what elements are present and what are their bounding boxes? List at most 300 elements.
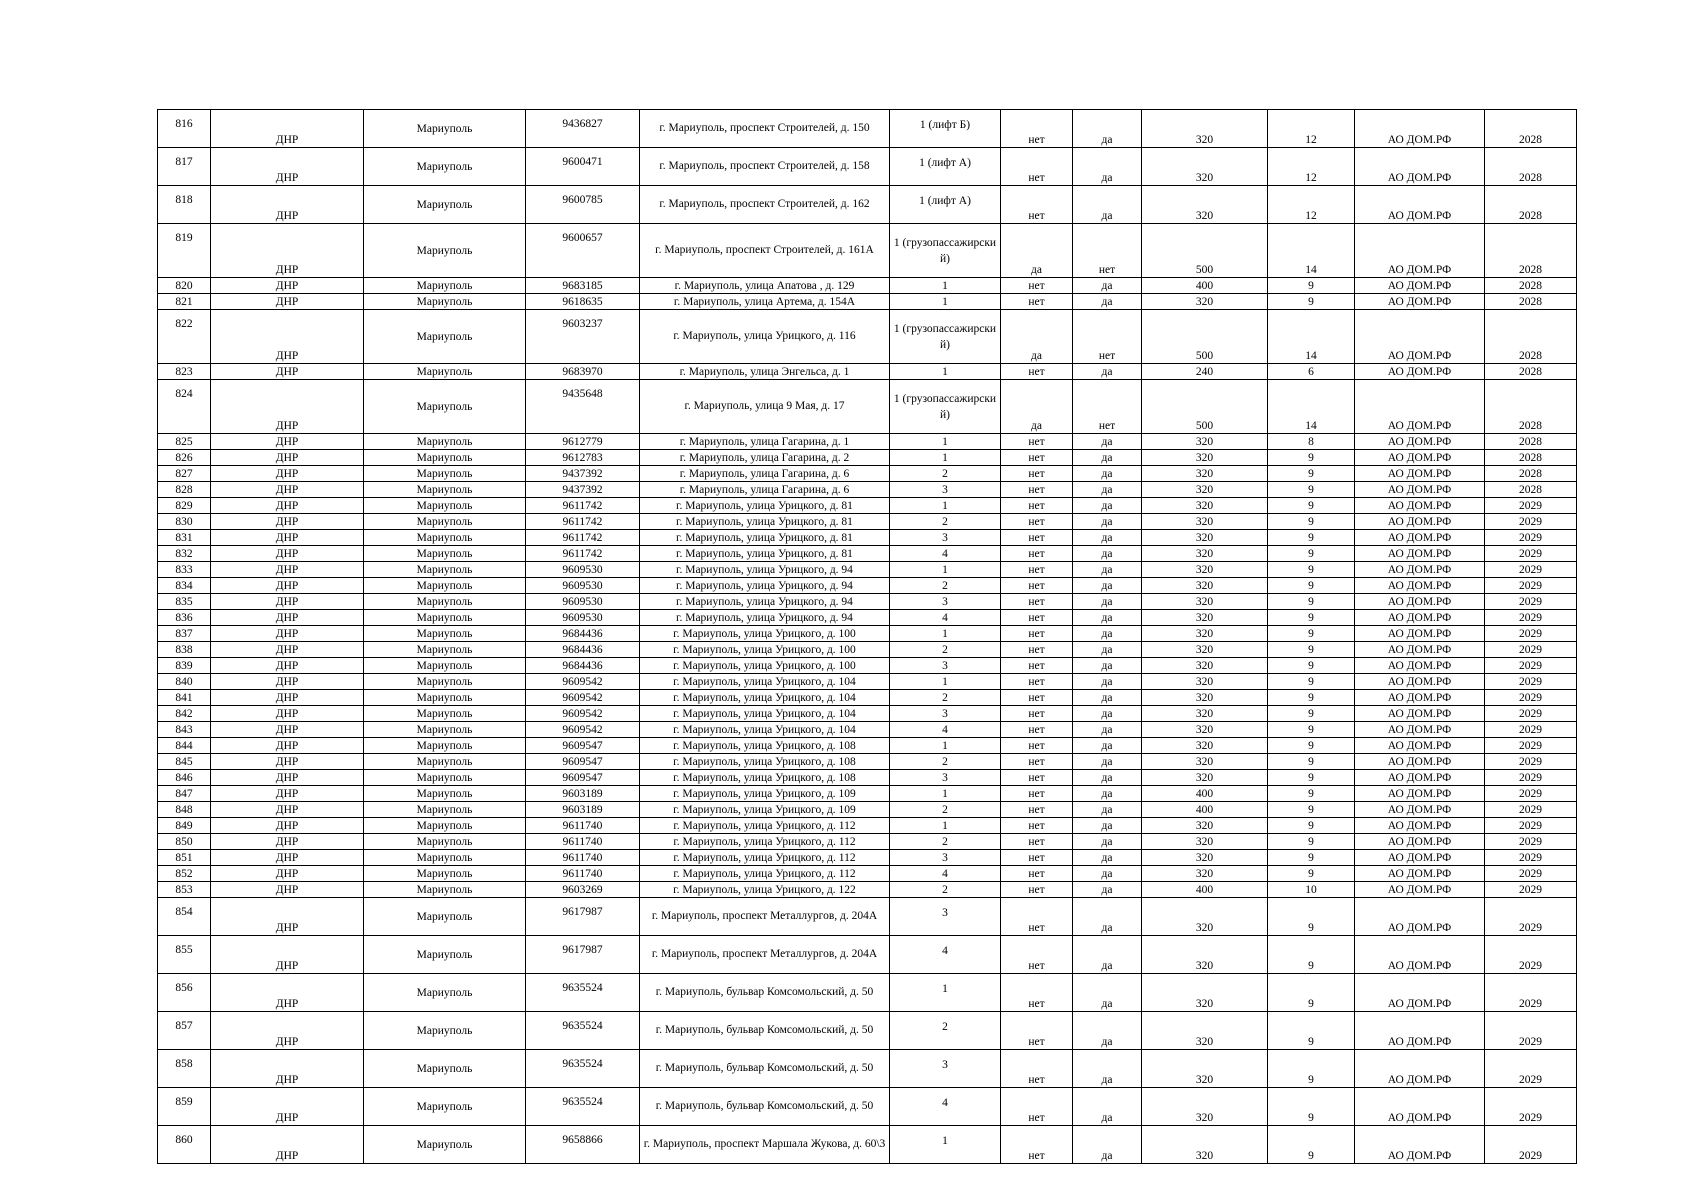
cell-floors: 9 (1268, 754, 1355, 770)
cell-region: ДНР (211, 450, 364, 466)
cell-address: г. Мариуполь, улица Урицкого, д. 94 (640, 578, 890, 594)
cell-address: г. Мариуполь, улица Урицкого, д. 104 (640, 706, 890, 722)
cell-id: 9684436 (526, 658, 640, 674)
cell-org: АО ДОМ.РФ (1355, 1012, 1485, 1050)
cell-year: 2029 (1485, 770, 1577, 786)
cell-city: Мариуполь (364, 882, 526, 898)
cell-floors: 9 (1268, 610, 1355, 626)
table-body (158, 110, 1577, 1164)
cell-col8: да (1073, 610, 1142, 626)
cell-year: 2028 (1485, 434, 1577, 450)
cell-lift: 2 (890, 578, 1001, 594)
cell-lift: 1 (890, 974, 1001, 1012)
cell-col7: нет (1001, 110, 1073, 148)
cell-floors: 9 (1268, 1012, 1355, 1050)
cell-col7: нет (1001, 482, 1073, 498)
cell-region: ДНР (211, 738, 364, 754)
cell-id: 9609547 (526, 770, 640, 786)
table-row (158, 882, 1577, 898)
cell-year: 2029 (1485, 546, 1577, 562)
table-row (158, 834, 1577, 850)
cell-load: 320 (1142, 1088, 1268, 1126)
table-row (158, 1088, 1577, 1126)
cell-floors: 9 (1268, 786, 1355, 802)
cell-floors: 9 (1268, 626, 1355, 642)
cell-year: 2029 (1485, 690, 1577, 706)
cell-load: 400 (1142, 786, 1268, 802)
table-row (158, 380, 1577, 434)
cell-org: АО ДОМ.РФ (1355, 110, 1485, 148)
table-row (158, 722, 1577, 738)
cell-lift: 1 (890, 434, 1001, 450)
cell-floors: 9 (1268, 594, 1355, 610)
cell-year: 2029 (1485, 1088, 1577, 1126)
cell-city: Мариуполь (364, 278, 526, 294)
cell-lift: 1 (лифт А) (890, 186, 1001, 224)
cell-region: ДНР (211, 882, 364, 898)
cell-lift: 3 (890, 1050, 1001, 1088)
cell-city: Мариуполь (364, 110, 526, 148)
cell-city: Мариуполь (364, 1088, 526, 1126)
cell-address: г. Мариуполь, улица Урицкого, д. 112 (640, 834, 890, 850)
cell-lift: 3 (890, 770, 1001, 786)
cell-col8: да (1073, 818, 1142, 834)
cell-city: Мариуполь (364, 514, 526, 530)
cell-year: 2028 (1485, 466, 1577, 482)
table-row (158, 786, 1577, 802)
cell-col7: нет (1001, 1050, 1073, 1088)
lift-register-table (157, 109, 1577, 1164)
cell-lift: 4 (890, 1088, 1001, 1126)
cell-city: Мариуполь (364, 974, 526, 1012)
cell-org: АО ДОМ.РФ (1355, 498, 1485, 514)
cell-floors: 9 (1268, 514, 1355, 530)
cell-region: ДНР (211, 834, 364, 850)
table-row (158, 754, 1577, 770)
cell-region: ДНР (211, 898, 364, 936)
cell-city: Мариуполь (364, 642, 526, 658)
cell-year: 2028 (1485, 278, 1577, 294)
cell-col7: нет (1001, 690, 1073, 706)
cell-region: ДНР (211, 434, 364, 450)
cell-id: 9609530 (526, 594, 640, 610)
cell-region: ДНР (211, 674, 364, 690)
cell-col7: нет (1001, 674, 1073, 690)
table-row (158, 578, 1577, 594)
cell-col7: нет (1001, 278, 1073, 294)
cell-col8: нет (1073, 224, 1142, 278)
cell-year: 2029 (1485, 850, 1577, 866)
cell-address: г. Мариуполь, улица Урицкого, д. 109 (640, 786, 890, 802)
cell-id: 9609542 (526, 674, 640, 690)
cell-col8: да (1073, 482, 1142, 498)
cell-city: Мариуполь (364, 380, 526, 434)
cell-col7: нет (1001, 578, 1073, 594)
cell-col7: нет (1001, 498, 1073, 514)
table-row (158, 642, 1577, 658)
table-row (158, 450, 1577, 466)
cell-floors: 10 (1268, 882, 1355, 898)
cell-address: г. Мариуполь, улица Гагарина, д. 6 (640, 466, 890, 482)
cell-id: 9609530 (526, 578, 640, 594)
cell-no: 854 (158, 898, 211, 936)
cell-org: АО ДОМ.РФ (1355, 642, 1485, 658)
cell-floors: 9 (1268, 850, 1355, 866)
cell-city: Мариуполь (364, 936, 526, 974)
cell-region: ДНР (211, 578, 364, 594)
cell-lift: 3 (890, 850, 1001, 866)
cell-org: АО ДОМ.РФ (1355, 658, 1485, 674)
cell-load: 320 (1142, 850, 1268, 866)
cell-year: 2029 (1485, 562, 1577, 578)
cell-load: 320 (1142, 690, 1268, 706)
cell-id: 9684436 (526, 642, 640, 658)
cell-no: 821 (158, 294, 211, 310)
cell-city: Мариуполь (364, 690, 526, 706)
cell-city: Мариуполь (364, 1012, 526, 1050)
cell-load: 500 (1142, 224, 1268, 278)
cell-id: 9600785 (526, 186, 640, 224)
cell-load: 320 (1142, 110, 1268, 148)
cell-address: г. Мариуполь, улица Урицкого, д. 81 (640, 530, 890, 546)
cell-col7: нет (1001, 936, 1073, 974)
cell-col8: да (1073, 754, 1142, 770)
cell-lift: 1 (890, 278, 1001, 294)
cell-floors: 14 (1268, 310, 1355, 364)
cell-floors: 9 (1268, 642, 1355, 658)
cell-region: ДНР (211, 466, 364, 482)
cell-load: 320 (1142, 514, 1268, 530)
cell-load: 320 (1142, 186, 1268, 224)
cell-no: 830 (158, 514, 211, 530)
cell-id: 9683970 (526, 364, 640, 380)
cell-col8: да (1073, 110, 1142, 148)
cell-col7: нет (1001, 802, 1073, 818)
cell-load: 320 (1142, 722, 1268, 738)
cell-col8: да (1073, 434, 1142, 450)
cell-id: 9609530 (526, 562, 640, 578)
cell-floors: 9 (1268, 562, 1355, 578)
cell-org: АО ДОМ.РФ (1355, 738, 1485, 754)
cell-lift: 1 (890, 818, 1001, 834)
cell-id: 9600471 (526, 148, 640, 186)
cell-id: 9611740 (526, 850, 640, 866)
cell-col8: да (1073, 658, 1142, 674)
cell-year: 2029 (1485, 674, 1577, 690)
table-row (158, 936, 1577, 974)
cell-no: 818 (158, 186, 211, 224)
cell-col7: да (1001, 310, 1073, 364)
cell-lift: 2 (890, 514, 1001, 530)
cell-lift: 1 (890, 364, 1001, 380)
cell-region: ДНР (211, 546, 364, 562)
cell-no: 857 (158, 1012, 211, 1050)
cell-load: 320 (1142, 818, 1268, 834)
cell-lift: 1 (890, 450, 1001, 466)
cell-lift: 2 (890, 1012, 1001, 1050)
cell-col8: да (1073, 1088, 1142, 1126)
cell-id: 9609542 (526, 690, 640, 706)
cell-year: 2029 (1485, 578, 1577, 594)
cell-address: г. Мариуполь, проспект Маршала Жукова, д. 60\3 (640, 1126, 890, 1164)
cell-year: 2028 (1485, 224, 1577, 278)
table-row (158, 866, 1577, 882)
cell-year: 2029 (1485, 498, 1577, 514)
cell-city: Мариуполь (364, 1050, 526, 1088)
cell-year: 2029 (1485, 514, 1577, 530)
cell-col8: да (1073, 1012, 1142, 1050)
cell-region: ДНР (211, 594, 364, 610)
cell-city: Мариуполь (364, 594, 526, 610)
cell-id: 9436827 (526, 110, 640, 148)
cell-col7: нет (1001, 1126, 1073, 1164)
cell-col7: нет (1001, 626, 1073, 642)
cell-id: 9603269 (526, 882, 640, 898)
cell-no: 858 (158, 1050, 211, 1088)
cell-id: 9611740 (526, 818, 640, 834)
cell-address: г. Мариуполь, улица Урицкого, д. 112 (640, 850, 890, 866)
cell-city: Мариуполь (364, 434, 526, 450)
cell-load: 500 (1142, 310, 1268, 364)
cell-year: 2029 (1485, 818, 1577, 834)
cell-year: 2029 (1485, 658, 1577, 674)
cell-address: г. Мариуполь, улица Гагарина, д. 1 (640, 434, 890, 450)
cell-floors: 9 (1268, 1088, 1355, 1126)
cell-org: АО ДОМ.РФ (1355, 562, 1485, 578)
cell-load: 320 (1142, 578, 1268, 594)
cell-city: Мариуполь (364, 498, 526, 514)
cell-floors: 8 (1268, 434, 1355, 450)
cell-region: ДНР (211, 1050, 364, 1088)
cell-col8: да (1073, 278, 1142, 294)
cell-city: Мариуполь (364, 866, 526, 882)
cell-lift: 3 (890, 706, 1001, 722)
table-row (158, 562, 1577, 578)
cell-no: 820 (158, 278, 211, 294)
cell-id: 9635524 (526, 1012, 640, 1050)
cell-col8: да (1073, 674, 1142, 690)
cell-col8: да (1073, 786, 1142, 802)
cell-col7: нет (1001, 1088, 1073, 1126)
cell-lift: 1 (890, 626, 1001, 642)
cell-city: Мариуполь (364, 818, 526, 834)
cell-floors: 12 (1268, 110, 1355, 148)
cell-no: 829 (158, 498, 211, 514)
cell-no: 853 (158, 882, 211, 898)
table-row (158, 224, 1577, 278)
cell-year: 2029 (1485, 594, 1577, 610)
cell-address: г. Мариуполь, улица Урицкого, д. 94 (640, 610, 890, 626)
cell-floors: 9 (1268, 674, 1355, 690)
table-row (158, 850, 1577, 866)
cell-org: АО ДОМ.РФ (1355, 530, 1485, 546)
table-row (158, 514, 1577, 530)
cell-no: 850 (158, 834, 211, 850)
cell-load: 320 (1142, 936, 1268, 974)
cell-no: 833 (158, 562, 211, 578)
cell-col8: да (1073, 770, 1142, 786)
table-row (158, 802, 1577, 818)
cell-org: АО ДОМ.РФ (1355, 546, 1485, 562)
cell-col7: нет (1001, 530, 1073, 546)
cell-city: Мариуполь (364, 1126, 526, 1164)
cell-col8: да (1073, 974, 1142, 1012)
cell-region: ДНР (211, 754, 364, 770)
cell-no: 849 (158, 818, 211, 834)
cell-no: 846 (158, 770, 211, 786)
cell-col8: да (1073, 294, 1142, 310)
cell-col8: да (1073, 722, 1142, 738)
cell-city: Мариуполь (364, 610, 526, 626)
cell-lift: 3 (890, 530, 1001, 546)
cell-city: Мариуполь (364, 802, 526, 818)
cell-lift: 1 (лифт А) (890, 148, 1001, 186)
table-row (158, 186, 1577, 224)
cell-org: АО ДОМ.РФ (1355, 466, 1485, 482)
cell-org: АО ДОМ.РФ (1355, 610, 1485, 626)
table-row (158, 594, 1577, 610)
cell-region: ДНР (211, 562, 364, 578)
cell-load: 320 (1142, 294, 1268, 310)
table-row (158, 530, 1577, 546)
cell-region: ДНР (211, 974, 364, 1012)
cell-col8: да (1073, 594, 1142, 610)
cell-id: 9611742 (526, 546, 640, 562)
cell-col7: нет (1001, 642, 1073, 658)
cell-city: Мариуполь (364, 186, 526, 224)
cell-lift: 4 (890, 546, 1001, 562)
cell-floors: 6 (1268, 364, 1355, 380)
cell-load: 320 (1142, 898, 1268, 936)
cell-org: АО ДОМ.РФ (1355, 1126, 1485, 1164)
cell-year: 2029 (1485, 610, 1577, 626)
cell-year: 2029 (1485, 626, 1577, 642)
cell-floors: 12 (1268, 148, 1355, 186)
cell-load: 240 (1142, 364, 1268, 380)
cell-address: г. Мариуполь, улица Урицкого, д. 112 (640, 866, 890, 882)
cell-address: г. Мариуполь, улица Урицкого, д. 108 (640, 754, 890, 770)
cell-lift: 3 (890, 594, 1001, 610)
cell-no: 842 (158, 706, 211, 722)
cell-address: г. Мариуполь, улица Апатова , д. 129 (640, 278, 890, 294)
cell-year: 2029 (1485, 642, 1577, 658)
cell-lift: 2 (890, 882, 1001, 898)
cell-no: 859 (158, 1088, 211, 1126)
cell-org: АО ДОМ.РФ (1355, 818, 1485, 834)
cell-col8: да (1073, 498, 1142, 514)
cell-address: г. Мариуполь, улица Урицкого, д. 81 (640, 546, 890, 562)
table-row (158, 498, 1577, 514)
cell-address: г. Мариуполь, улица Энгельса, д. 1 (640, 364, 890, 380)
table-row (158, 770, 1577, 786)
cell-load: 320 (1142, 498, 1268, 514)
cell-load: 320 (1142, 626, 1268, 642)
cell-region: ДНР (211, 786, 364, 802)
cell-col7: нет (1001, 1012, 1073, 1050)
table-row (158, 706, 1577, 722)
cell-col7: нет (1001, 294, 1073, 310)
cell-region: ДНР (211, 148, 364, 186)
cell-org: АО ДОМ.РФ (1355, 380, 1485, 434)
cell-col7: нет (1001, 594, 1073, 610)
cell-col7: нет (1001, 834, 1073, 850)
cell-city: Мариуполь (364, 754, 526, 770)
table-row (158, 974, 1577, 1012)
cell-load: 320 (1142, 642, 1268, 658)
cell-col7: нет (1001, 770, 1073, 786)
cell-address: г. Мариуполь, улица Урицкого, д. 122 (640, 882, 890, 898)
cell-floors: 9 (1268, 802, 1355, 818)
table-row (158, 1050, 1577, 1088)
cell-id: 9600657 (526, 224, 640, 278)
cell-lift: 3 (890, 898, 1001, 936)
cell-address: г. Мариуполь, улица Урицкого, д. 81 (640, 498, 890, 514)
cell-city: Мариуполь (364, 770, 526, 786)
cell-org: АО ДОМ.РФ (1355, 294, 1485, 310)
cell-load: 320 (1142, 834, 1268, 850)
cell-region: ДНР (211, 482, 364, 498)
cell-floors: 9 (1268, 546, 1355, 562)
table-row (158, 898, 1577, 936)
cell-address: г. Мариуполь, проспект Строителей, д. 161А (640, 224, 890, 278)
cell-city: Мариуполь (364, 148, 526, 186)
cell-col7: нет (1001, 610, 1073, 626)
cell-load: 320 (1142, 562, 1268, 578)
cell-address: г. Мариуполь, улица Урицкого, д. 100 (640, 642, 890, 658)
cell-year: 2028 (1485, 310, 1577, 364)
cell-region: ДНР (211, 294, 364, 310)
cell-load: 500 (1142, 380, 1268, 434)
cell-floors: 9 (1268, 770, 1355, 786)
cell-region: ДНР (211, 866, 364, 882)
cell-year: 2028 (1485, 364, 1577, 380)
cell-id: 9609547 (526, 738, 640, 754)
cell-org: АО ДОМ.РФ (1355, 1050, 1485, 1088)
cell-org: АО ДОМ.РФ (1355, 434, 1485, 450)
cell-address: г. Мариуполь, улица Урицкого, д. 109 (640, 802, 890, 818)
cell-city: Мариуполь (364, 364, 526, 380)
cell-org: АО ДОМ.РФ (1355, 310, 1485, 364)
cell-id: 9618635 (526, 294, 640, 310)
cell-load: 320 (1142, 530, 1268, 546)
cell-lift: 1 (890, 562, 1001, 578)
table-row (158, 658, 1577, 674)
cell-lift: 1 (890, 498, 1001, 514)
cell-lift: 1 (890, 738, 1001, 754)
cell-org: АО ДОМ.РФ (1355, 754, 1485, 770)
cell-no: 817 (158, 148, 211, 186)
cell-load: 320 (1142, 770, 1268, 786)
cell-floors: 9 (1268, 738, 1355, 754)
cell-org: АО ДОМ.РФ (1355, 936, 1485, 974)
cell-floors: 9 (1268, 294, 1355, 310)
cell-org: АО ДОМ.РФ (1355, 882, 1485, 898)
cell-year: 2029 (1485, 802, 1577, 818)
cell-floors: 9 (1268, 706, 1355, 722)
cell-lift: 1 (лифт Б) (890, 110, 1001, 148)
cell-id: 9617987 (526, 936, 640, 974)
cell-lift: 2 (890, 466, 1001, 482)
cell-load: 320 (1142, 738, 1268, 754)
cell-no: 828 (158, 482, 211, 498)
cell-year: 2028 (1485, 110, 1577, 148)
table-row (158, 482, 1577, 498)
cell-col8: да (1073, 1126, 1142, 1164)
cell-no: 843 (158, 722, 211, 738)
cell-year: 2029 (1485, 898, 1577, 936)
cell-address: г. Мариуполь, улица Урицкого, д. 104 (640, 674, 890, 690)
cell-col7: нет (1001, 514, 1073, 530)
